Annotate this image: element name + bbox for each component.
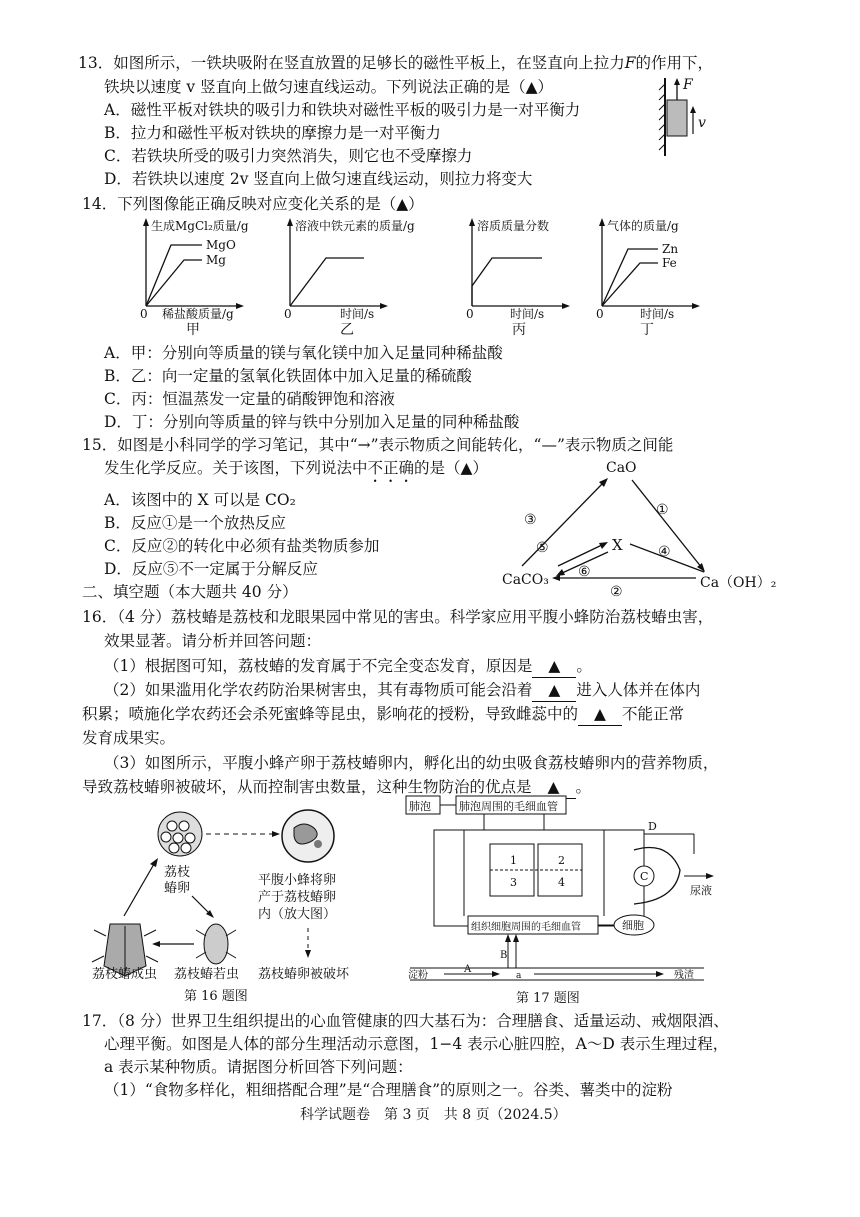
q17-label-d: D xyxy=(648,820,657,833)
q16-part3-blank[interactable]: ▲ xyxy=(532,776,576,799)
q15-node-cao: CaO xyxy=(606,460,637,476)
q17-figure-caption: 第 17 题图 xyxy=(516,991,580,1006)
q15-stem-text: 发生化学反应。关于该图，下列说法中 xyxy=(104,459,368,477)
q17-label-alveoli-capillary: 肺泡周围的毛细血管 xyxy=(459,800,558,813)
q14-ding-line-zn: Zn xyxy=(662,242,679,256)
q16-label-egg-2: 蝽卵 xyxy=(164,881,191,896)
q13-magnet-figure xyxy=(655,76,715,160)
q13-stem-line1 xyxy=(78,52,713,74)
q17-label-a-substance: a xyxy=(516,971,522,981)
q14-jia-line-mgo: MgO xyxy=(206,238,236,252)
q16-part3-line1: （3）如图所示，平腹小蜂产卵于荔枝蝽卵内，孵化出的幼虫吸食荔枝蝽卵内的营养物质， xyxy=(104,754,719,772)
q14-ding-caption: 丁 xyxy=(640,322,654,338)
q15-label-r6: ⑥ xyxy=(578,564,591,580)
q15-label-r3: ③ xyxy=(524,512,537,528)
q16-label-wasp-2: 产于荔枝蝽卵 xyxy=(258,890,337,905)
q14-jia-origin: 0 xyxy=(140,307,148,321)
q16-part2-line1 xyxy=(104,679,700,702)
q13-fig-force-label: F xyxy=(683,77,693,93)
q16-part2-line2 xyxy=(82,703,684,726)
parasitized-egg-icon xyxy=(282,810,334,862)
q16-part2-line3: 发育成果实。 xyxy=(82,729,176,747)
q14-option-d: D．丁：分别向等质量的锌与铁中分别加入足量的同种稀盐酸 xyxy=(104,413,520,431)
q17-label-alveoli: 肺泡 xyxy=(409,800,431,813)
q14-jia-ylabel: 生成MgCl₂质量/g xyxy=(151,219,249,233)
q13-stem-text-end: 的作用下， xyxy=(635,54,714,72)
q14-option-c: C．丙：恒温蒸发一定量的硝酸钾饱和溶液 xyxy=(104,390,395,408)
q17-label-starch: 淀粉 xyxy=(408,970,428,981)
q16-part1-text: （1）根据图可知，荔枝蝽的发育属于不完全变态发育，原因是 xyxy=(104,657,533,675)
q16-label-nymph: 荔枝蝽若虫 xyxy=(174,967,240,982)
q15-label-r4: ④ xyxy=(658,544,671,560)
q16-label-egg-1: 荔枝 xyxy=(164,865,191,880)
q13-option-d: D．若铁块以速度 2v 竖直向上做匀速直线运动，则拉力将变大 xyxy=(104,170,533,188)
q15-node-caoh2: Ca（OH）₂ xyxy=(700,575,777,591)
q14-option-b: B．乙：向一定量的氢氧化铁固体中加入足量的稀硫酸 xyxy=(104,367,472,385)
q16-part2-blank1[interactable]: ▲ xyxy=(532,679,576,702)
q15-label-r1: ① xyxy=(656,502,669,518)
q17-label-tissue-capillary: 组织细胞周围的毛细血管 xyxy=(471,922,581,933)
q17-label-b: B xyxy=(500,950,508,961)
page-footer: 科学试题卷 第 3 页 共 8 页（2024.5） xyxy=(300,1107,567,1123)
q16-label-destroyed: 荔枝蝽卵被破坏 xyxy=(258,967,350,982)
q15-stem-emphasis: 不正确 xyxy=(367,459,415,477)
q14-ding-ylabel: 气体的质量/g xyxy=(607,219,679,233)
q15-label-r2: ② xyxy=(610,584,623,600)
q16-part2-text-d: 不能正常 xyxy=(622,705,685,723)
q14-graph-jia xyxy=(136,218,276,336)
egg-cluster-icon xyxy=(158,812,202,856)
q16-part1-end: 。 xyxy=(576,657,592,675)
q15-option-d: D．反应⑤不一定属于分解反应 xyxy=(104,560,318,578)
q15-reaction-diagram xyxy=(498,454,788,600)
q14-graph-yi xyxy=(280,218,420,336)
q14-bing-ylabel: 溶质质量分数 xyxy=(477,219,550,233)
q13-force-symbol: F xyxy=(624,54,636,72)
q14-jia-caption: 甲 xyxy=(186,322,200,338)
q14-ding-xlabel: 时间/s xyxy=(640,307,675,321)
q17-stem-line2: 心理平衡。如图是人体的部分生理活动示意图，1−4 表示心脏四腔，A～D 表示生理过程， xyxy=(104,1035,729,1053)
q16-part1 xyxy=(104,655,592,678)
q17-heart-chamber-3: 3 xyxy=(510,876,517,889)
q14-ding-origin: 0 xyxy=(596,307,604,321)
q15-option-c: C．反应②的转化中必须有盐类物质参加 xyxy=(104,537,380,555)
q15-option-b: B．反应①是一个放热反应 xyxy=(104,514,286,532)
q15-option-a: A．该图中的 X 可以是 CO₂ xyxy=(104,491,296,509)
q16-label-adult: 荔枝蝽成虫 xyxy=(92,967,158,982)
q14-yi-caption: 乙 xyxy=(340,322,354,338)
q14-bing-caption: 丙 xyxy=(512,322,526,338)
q17-stem-line3: a 表示某种物质。请据图分析回答下列问题： xyxy=(104,1058,413,1076)
q17-label-residue: 残渣 xyxy=(674,970,694,981)
q14-jia-line-mg: Mg xyxy=(206,253,226,267)
q16-part1-blank[interactable]: ▲ xyxy=(532,655,576,678)
q13-option-a: A．磁性平板对铁块的吸引力和铁块对磁性平板的吸引力是一对平衡力 xyxy=(104,101,581,119)
q17-physiology-figure xyxy=(404,794,734,1004)
q16-part3-end: 。 xyxy=(575,778,592,796)
q13-stem-line2: 铁块以速度 v 竖直向上做匀速直线运动。下列说法正确的是（▲） xyxy=(104,78,554,96)
q15-node-caco3: CaCO₃ xyxy=(502,572,549,588)
q14-option-a: A．甲：分别向等质量的镁与氧化镁中加入足量同种稀盐酸 xyxy=(104,344,503,362)
section-2-heading: 二、填空题（本大题共 40 分） xyxy=(82,583,298,601)
q17-label-urine: 尿液 xyxy=(690,884,712,897)
q15-node-x: X xyxy=(612,536,623,554)
q17-label-cell: 细胞 xyxy=(622,919,644,932)
q16-part2-text: （2）如果滥用化学农药防治果树害虫，其有毒物质可能会沿着 xyxy=(104,681,533,699)
q15-stem-end: 的是（▲） xyxy=(414,459,488,477)
q14-graph-ding xyxy=(592,218,732,336)
q14-stem: 14．下列图像能正确反映对应变化关系的是（▲） xyxy=(82,195,424,213)
q17-heart-chamber-2: 2 xyxy=(558,854,565,867)
q14-graph-bing xyxy=(462,218,602,336)
q17-label-a-process: A xyxy=(464,964,472,975)
q16-label-wasp-3: 内（放大图） xyxy=(258,907,337,922)
q15-stem-line2 xyxy=(104,457,488,486)
q16-label-wasp-1: 平腹小蜂将卵 xyxy=(258,873,337,888)
q16-part2-text-b: 进入人体并在体内 xyxy=(576,681,701,699)
q16-lifecycle-figure xyxy=(88,806,378,1002)
q15-label-r5: ⑤ xyxy=(536,540,549,556)
q16-part2-blank2[interactable]: ▲ xyxy=(578,703,622,726)
q14-yi-origin: 0 xyxy=(284,307,292,321)
q16-stem-line2: 效果显著。请分析并回答问题： xyxy=(104,632,322,650)
q14-bing-origin: 0 xyxy=(466,307,474,321)
q17-heart-chamber-4: 4 xyxy=(558,876,565,889)
q14-yi-xlabel: 时间/s xyxy=(340,307,375,321)
q15-stem-line1: 15．如图是小科同学的学习笔记，其中“→”表示物质之间能转化，“—”表示物质之间能 xyxy=(82,436,674,454)
q16-part2-text-c: 积累；喷施化学农药还会杀死蜜蜂等昆虫，影响花的授粉，导致雌蕊中的 xyxy=(82,705,579,723)
q17-stem-line1: 17．（8 分）世界卫生组织提出的心血管健康的四大基石为：合理膳食、适量运动、戒烟限酒、 xyxy=(82,1012,729,1030)
q14-yi-ylabel: 溶液中铁元素的质量/g xyxy=(295,219,415,233)
q17-heart-chamber-1: 1 xyxy=(510,854,517,867)
q16-figure-caption: 第 16 题图 xyxy=(184,989,248,1004)
q13-option-c: C．若铁块所受的吸引力突然消失，则它也不受摩擦力 xyxy=(104,147,473,165)
q17-label-c: C xyxy=(640,870,649,883)
q14-jia-xlabel: 稀盐酸质量/g xyxy=(162,307,234,321)
nymph-icon xyxy=(196,924,236,964)
q16-part3-text: 导致荔枝蝽卵被破坏，从而控制害虫数量，这种生物防治的优点是 xyxy=(82,778,532,796)
q14-bing-xlabel: 时间/s xyxy=(510,307,545,321)
q16-stem-line1: 16．（4 分）荔枝蝽是荔枝和龙眼果园中常见的害虫。科学家应用平腹小蜂防治荔枝蝽虫害， xyxy=(82,608,714,626)
q13-fig-velocity-label: v xyxy=(698,115,706,131)
q17-part1: （1）“食物多样化，粗细搭配合理”是“合理膳食”的原则之一。谷类、薯类中的淀粉 xyxy=(104,1081,673,1099)
q14-ding-line-fe: Fe xyxy=(662,256,677,270)
q13-option-b: B．拉力和磁性平板对铁块的摩擦力是一对平衡力 xyxy=(104,124,441,142)
q13-stem-text: 13．如图所示，一铁块吸附在竖直放置的足够长的磁性平板上，在竖直向上拉力 xyxy=(78,54,625,72)
